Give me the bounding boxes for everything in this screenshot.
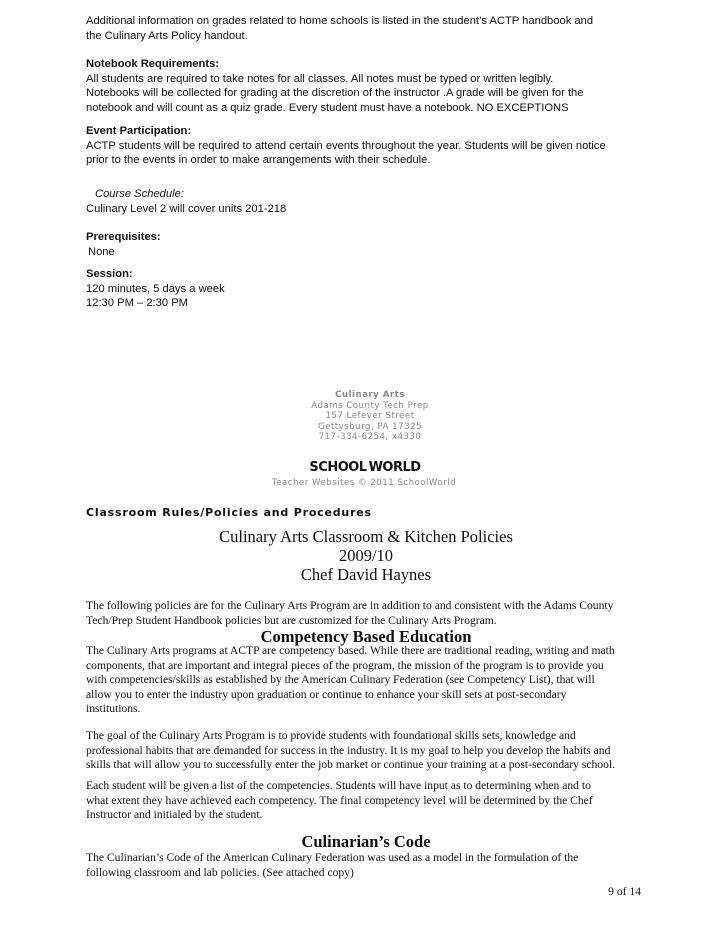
notebook-section: Notebook Requirements: All students are required to take notes for all classes. All notes must be typed or written legibly. Notebooks will be collected for grading at the discretion of the instructor .A grade will be given for the notebook and will count as a quiz grade. Every student must have a notebook. NO EXCEPTIONS <box>86 57 646 115</box>
cbe-paragraph-3: Each student will be given a list of the competencies. Students will have input as to determining when and to what extent they have achieved each competency. The final competency level will be determined by the Chef Instructor and initialed by the student. <box>86 779 593 822</box>
event-heading: Event Participation: <box>86 125 192 137</box>
code-heading: Culinarian’s Code <box>301 832 431 851</box>
code-paragraph: The Culinarian’s Code of the American Culinary Federation was used as a model in the formulation of the following classroom and lab policies. (See attached copy) <box>86 851 579 879</box>
copyright-text: Teacher Websites © 2011 SchoolWorld <box>271 478 457 488</box>
cbe-heading: Competency Based Education <box>260 627 472 646</box>
session-heading: Session: <box>86 268 133 280</box>
prereq-section: Prerequisites: None <box>86 230 646 259</box>
policy-intro: The following policies are for the Culinary Arts Program are in addition to and consistent with the Adams County Tech/Prep Student Handbook policies but are customized for the Culinary Arts Program. <box>86 599 614 627</box>
footer-school-name: Culinary Arts <box>335 390 405 400</box>
schedule-section: Course Schedule: Culinary Level 2 will cover units 201-218 <box>86 187 646 216</box>
cbe-paragraph-2: The goal of the Culinary Arts Program is to provide students with foundational skills sets, knowledge and professional habits that are demanded for success in the industry. It is my goal to help you develop the habits and skills that will allow you to successfully enter the job market or continue your training at a post-secondary school. <box>86 729 616 772</box>
prereq-heading: Prerequisites: <box>86 231 161 243</box>
session-section: Session: 120 minutes, 5 days a week 12:30 PM – 2:30 PM <box>86 267 646 311</box>
notebook-heading: Notebook Requirements: <box>86 58 220 70</box>
intro-paragraph: Additional information on grades related to home schools is listed in the student’s ACTP handbook and the Culinary Arts Policy handout. <box>86 15 594 42</box>
cbe-paragraph-1: The Culinary Arts programs at ACTP are competency based. While there are traditional reading, writing and math components, that are important and integral pieces of the program, the mission of the program is to provide you with competencies/skills as established by the American Culinary Federation (see Competency List), that will allow you to enter the industry upon graduation or continue to enhance your skill sets at post-secondary institutions. <box>86 644 615 716</box>
page-number: 9 of 14 <box>608 885 641 898</box>
school-footer: Culinary Arts Adams County Tech Prep 157 Lefever Street Gettysburg, PA 17325 717-334-6254, x4330 <box>280 390 460 443</box>
schedule-heading: Course Schedule: <box>95 188 184 200</box>
policy-title: Culinary Arts Classroom & Kitchen Policies 2009/10 Chef David Haynes <box>219 527 513 584</box>
event-section: Event Participation: ACTP students will be required to attend certain events throughout the year. Students will be given notice prior to the events in order to make arrangements with their schedule. <box>86 124 646 168</box>
section-heading: Classroom Rules/Policies and Procedures <box>86 506 372 519</box>
schoolworld-logo[interactable]: SCHOOL WORLD <box>309 459 421 475</box>
